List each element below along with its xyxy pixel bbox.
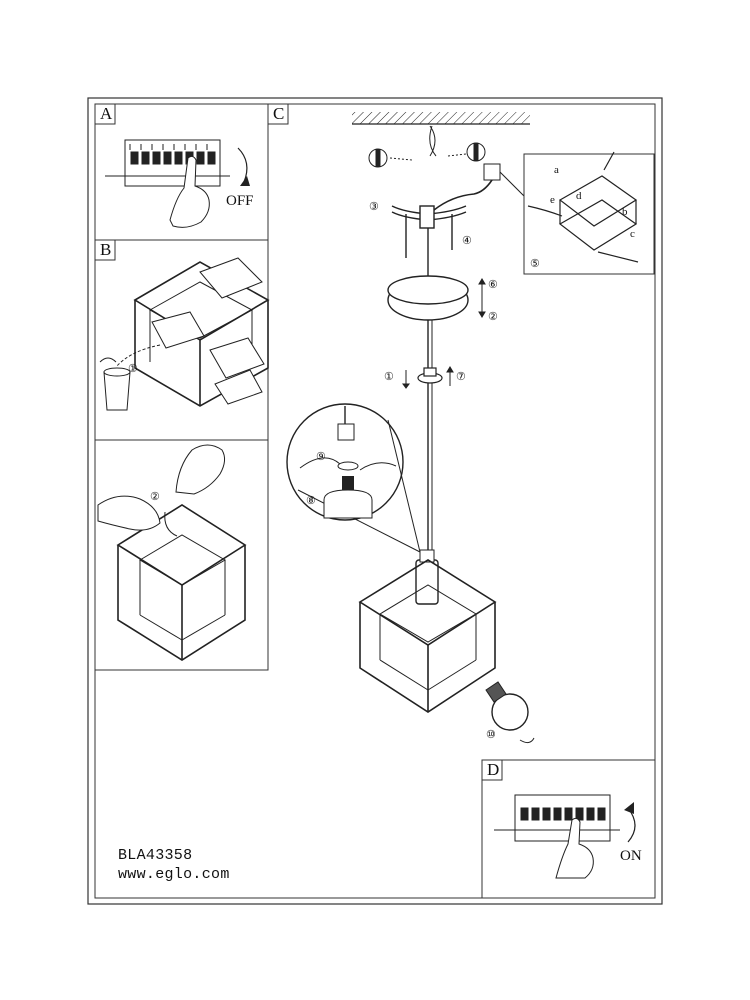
wire-label-c: c [630, 228, 635, 240]
panel-a-label: A [100, 104, 113, 123]
breaker-strip-off [105, 140, 230, 186]
wiring-detail-box [524, 152, 654, 274]
terminal-block [484, 164, 500, 180]
wire-label-d: d [576, 190, 582, 202]
step-10-marker: ⑩ [486, 729, 496, 741]
panel-a [95, 104, 268, 240]
trash-bin-icon [100, 358, 130, 410]
breaker-strip-on [494, 795, 620, 841]
lampholder-zoom-circle [287, 404, 420, 552]
step-8-marker: ⑧ [306, 495, 316, 507]
website-link[interactable]: www.eglo.com [118, 866, 230, 883]
wire-label-b: b [622, 206, 628, 218]
hand-on-icon [556, 818, 593, 878]
mounting-bracket [392, 180, 492, 258]
discard-arrow-icon [116, 345, 160, 367]
step-6-marker: ⑥ [488, 279, 498, 291]
drill-icon-left [369, 149, 412, 167]
step-2-marker: ② [150, 491, 160, 503]
panel-b [95, 240, 268, 440]
lamp-socket [416, 560, 438, 604]
panel-d-label: D [487, 760, 500, 779]
hand-top-icon [176, 445, 225, 494]
panel-c-label: C [273, 104, 285, 123]
model-number: BLA43358 [118, 847, 193, 864]
cable-grip [418, 368, 442, 383]
step-3-marker: ③ [369, 201, 379, 213]
ceiling-wires [430, 126, 436, 156]
step-9-marker: ⑨ [316, 451, 326, 463]
hand-icon [170, 156, 209, 227]
step-4-marker: ④ [462, 235, 472, 247]
panel-d [482, 760, 655, 898]
on-label: ON [620, 848, 642, 864]
wire-label-a: a [554, 164, 559, 176]
step-5-marker: ⑤ [530, 258, 540, 270]
ceiling-hatch [352, 112, 530, 124]
step-2-marker-c: ② [488, 311, 498, 323]
remove-arrow-icon [165, 512, 177, 536]
step-7-marker: ⑦ [456, 371, 466, 383]
step-1-marker-b: ① [128, 363, 138, 375]
switch-off-arrow-icon [238, 148, 247, 182]
step-1-marker-c: ① [384, 371, 394, 383]
panel-b2 [95, 440, 268, 670]
wire-label-e: e [550, 194, 555, 206]
panel-b-label: B [100, 240, 112, 259]
drill-icon-right [448, 143, 485, 161]
off-label: OFF [226, 193, 254, 209]
ceiling-canopy [388, 276, 468, 320]
